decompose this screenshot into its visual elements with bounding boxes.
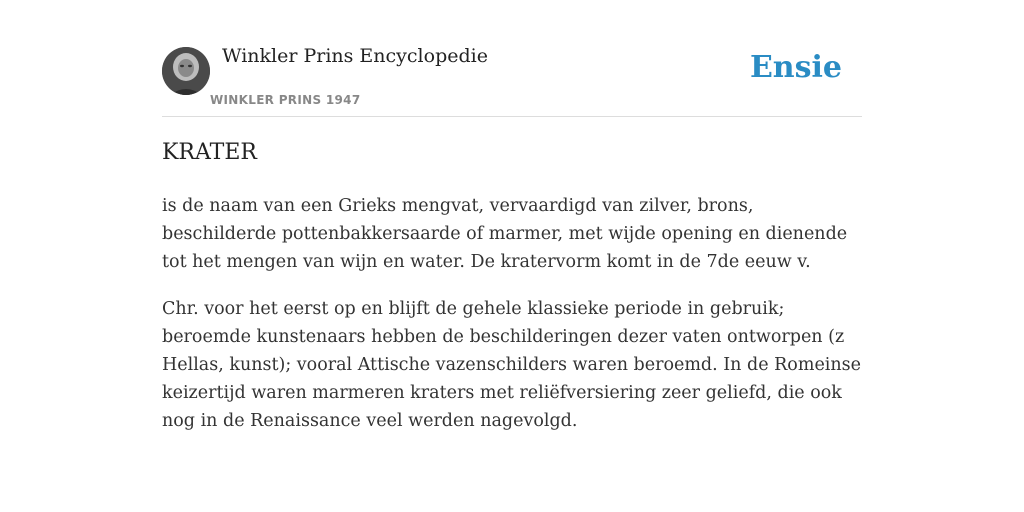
ensie-logo-link[interactable]: Ensie: [749, 50, 842, 85]
source-subtitle: WINKLER PRINS 1947: [210, 93, 361, 107]
article-body: [162, 192, 862, 454]
article-title: KRATER: [162, 140, 257, 165]
source-avatar[interactable]: [162, 47, 210, 95]
page: [162, 0, 862, 512]
article-paragraph: Chr. voor het eerst op en blijft de gehele klassieke periode in gebruik; beroemde kunstenaars hebben de beschilderingen dezer vaten ontworpen (z Hellas, kunst); vooral Attische vazenschilders waren beroemd. In de Romeinse keizertijd waren marmeren kraters met reliëfversiering zeer geliefd, die ook nog in de Renaissance veel werden nagevolgd.: [162, 299, 862, 431]
portrait-icon: [162, 47, 210, 95]
article-paragraph: is de naam van een Grieks mengvat, vervaardigd van zilver, brons, beschilderde pottenbakkersaarde of marmer, met wijde opening en dienende tot het mengen van wijn en water. De kratervorm komt in de 7de eeuw v.: [162, 196, 848, 272]
source-header: [162, 0, 862, 117]
source-title[interactable]: Winkler Prins Encyclopedie: [222, 45, 488, 67]
